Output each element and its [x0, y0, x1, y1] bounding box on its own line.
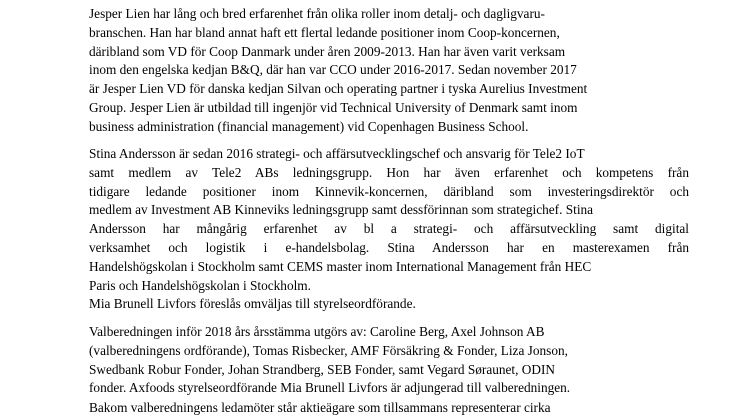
text-line: samt medlem av Tele2 ABs ledningsgrupp. Hon har även erfarenhet och kompetens från	[89, 164, 689, 180]
text-line: Stina Andersson är sedan 2016 strategi- och affärsutvecklingschef och ansvarig för Tele2 IoT	[89, 146, 585, 161]
text-line: inom den engelska kedjan B&Q, där han var CCO under 2016-2017. Sedan november 2017	[89, 62, 577, 78]
paragraph-jesper-lien	[89, 5, 689, 137]
text-line: Handelshögskolan i Stockholm samt CEMS master inom International Management från HEC	[89, 258, 592, 274]
text-line: tidigare ledande positioner inom Kinnevik-koncernen, däribland som investeringsdirektör och	[89, 183, 689, 199]
text-line: Group. Jesper Lien är utbildad till ingenjör vid Technical University of Denmark samt inom	[89, 99, 578, 115]
text-line: Bakom valberedningens ledamöter står aktieägare som tillsammans representerar cirka	[89, 400, 551, 415]
text-line: branschen. Han har bland annat haft ett flertal ledande positioner inom Coop-koncernen,	[89, 24, 560, 40]
text-line: är Jesper Lien VD för danska kedjan Silvan och operating partner i tyska Aurelius Investment	[89, 81, 588, 97]
text-line: däribland som VD för Coop Danmark under åren 2009-2013. Han har även varit verksam	[89, 43, 566, 59]
text-line: medlem av Investment AB Kinneviks ledningsgrupp samt dessförinnan som strategichef. Stina	[89, 202, 594, 218]
text-line: Andersson har mångårig erfarenhet av bl a strategi- och affärsutveckling samt digital	[89, 221, 689, 237]
text-line: Mia Brunell Livfors föreslås omväljas till styrelseordförande.	[89, 296, 416, 311]
text-line: business administration (financial management) vid Copenhagen Business School.	[89, 118, 529, 134]
text-line: Swedbank Robur Fonder, Johan Strandberg, SEB Fonder, samt Vegard Søraunet, ODIN	[89, 361, 555, 377]
paragraph-chair-proposal	[89, 295, 689, 314]
paragraph-stina-andersson	[89, 145, 689, 295]
text-line: (valberedningens ordförande), Tomas Risbecker, AMF Försäkring & Fonder, Liza Jonson,	[89, 342, 568, 358]
paragraph-nomination-committee	[89, 323, 689, 398]
text-line: Jesper Lien har lång och bred erfarenhet från olika roller inom detalj- och dagligvaru-	[89, 6, 545, 21]
text-line: Valberedningen inför 2018 års årsstämma utgörs av: Caroline Berg, Axel Johnson AB	[89, 324, 545, 339]
paragraph-shareholders	[89, 399, 689, 418]
text-line: verksamhet och logistik i e-handelsbolag. Stina Andersson har en masterexamen från	[89, 239, 689, 255]
text-line: Paris och Handelshögskolan i Stockholm.	[89, 277, 311, 293]
text-line: fonder. Axfoods styrelseordförande Mia Brunell Livfors är adjungerad till valberedningen.	[89, 380, 571, 396]
